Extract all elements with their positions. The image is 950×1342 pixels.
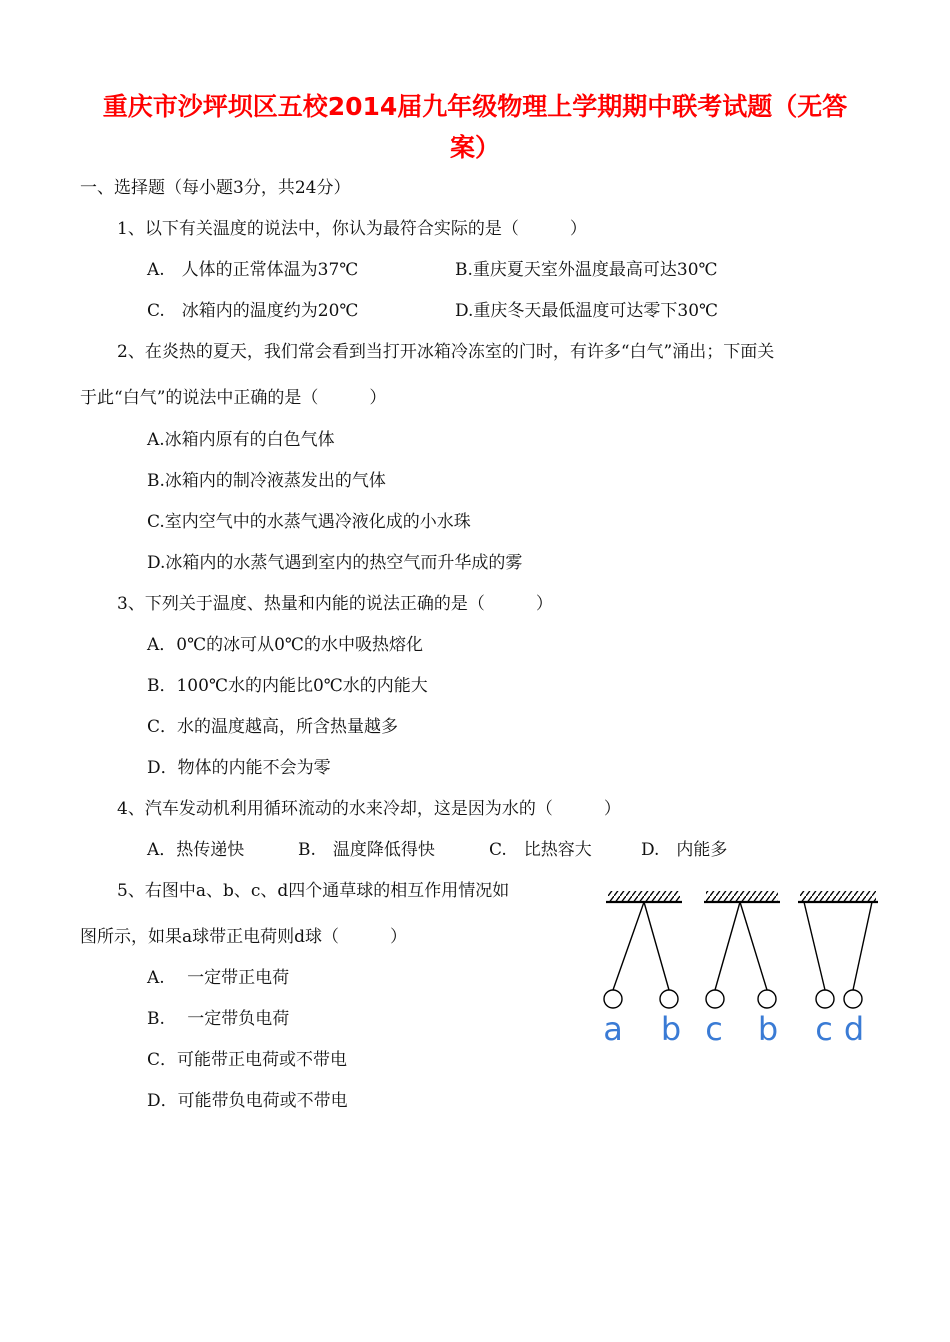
label-a: a bbox=[603, 1010, 623, 1048]
ceiling-hatch-3 bbox=[800, 891, 876, 901]
section-heading: 一、选择题（每小题3分，共24分） bbox=[80, 178, 351, 198]
pair-c-d bbox=[798, 891, 878, 1008]
question-1-option-b: B.重庆夏天室外温度最高可达30℃ bbox=[455, 260, 718, 280]
question-5-stem-line2: 图所示，如果a球带正电荷则d球（ ） bbox=[80, 927, 408, 947]
question-5-option-c: C．可能带正电荷或不带电 bbox=[147, 1050, 348, 1070]
thread-b2 bbox=[740, 902, 767, 990]
label-c1: c bbox=[705, 1010, 723, 1048]
ball-c1 bbox=[706, 990, 724, 1008]
ball-b2 bbox=[758, 990, 776, 1008]
question-5-stem-line1: 5、右图中a、b、c、d四个通草球的相互作用情况如 bbox=[117, 881, 510, 901]
question-3-stem: 3、下列关于温度、热量和内能的说法正确的是（ ） bbox=[117, 594, 553, 614]
question-2-stem-line1: 2、在炎热的夏天，我们常会看到当打开冰箱冷冻室的门时，有许多“白气”涌出；下面关 bbox=[117, 342, 775, 362]
question-1-option-c: C. 冰箱内的温度约为20℃ bbox=[147, 301, 359, 321]
question-1-stem: 1、以下有关温度的说法中，你认为最符合实际的是（ ） bbox=[117, 219, 587, 239]
label-b1: b bbox=[660, 1010, 682, 1048]
label-d: d bbox=[843, 1010, 865, 1048]
thread-d bbox=[853, 902, 872, 990]
question-2-option-c: C.室内空气中的水蒸气遇冷液化成的小水珠 bbox=[147, 512, 471, 532]
question-4-option-a: A．热传递快 bbox=[147, 840, 245, 860]
ceiling-hatch-1 bbox=[608, 891, 680, 901]
pair-c-b bbox=[704, 891, 780, 1008]
question-4-option-b: B. 温度降低得快 bbox=[298, 840, 435, 860]
question-2-option-d: D.冰箱内的水蒸气遇到室内的热空气而升华成的雾 bbox=[147, 553, 523, 573]
label-c2: c bbox=[815, 1010, 833, 1048]
question-5-option-d: D．可能带负电荷或不带电 bbox=[147, 1091, 348, 1111]
question-2-option-b: B.冰箱内的制冷液蒸发出的气体 bbox=[147, 471, 386, 491]
question-3-option-a: A．0℃的冰可从0℃的水中吸热熔化 bbox=[147, 635, 423, 655]
question-2-option-a: A.冰箱内原有的白色气体 bbox=[147, 430, 335, 450]
ball-a bbox=[604, 990, 622, 1008]
question-4-option-c: C. 比热容大 bbox=[489, 840, 592, 860]
exam-title-line2: 案） bbox=[449, 133, 500, 162]
thread-a bbox=[613, 902, 644, 990]
question-4-stem: 4、汽车发动机利用循环流动的水来冷却，这是因为水的（ ） bbox=[117, 799, 621, 819]
label-b2: b bbox=[757, 1010, 779, 1048]
thread-b1 bbox=[644, 902, 669, 990]
ball-b1 bbox=[660, 990, 678, 1008]
ceiling-hatch-2 bbox=[706, 891, 778, 901]
ball-c2 bbox=[816, 990, 834, 1008]
ball-d bbox=[844, 990, 862, 1008]
thread-c1 bbox=[715, 902, 740, 990]
question-3-option-b: B．100℃水的内能比0℃水的内能大 bbox=[147, 676, 428, 696]
question-5-option-a: A. 一定带正电荷 bbox=[147, 968, 290, 988]
question-3-option-c: C．水的温度越高，所含热量越多 bbox=[147, 717, 399, 737]
thread-c2 bbox=[804, 902, 825, 990]
exam-title-line1: 重庆市沙坪坝区五校2014届九年级物理上学期期中联考试题（无答 bbox=[102, 92, 848, 121]
question-2-stem-line2: 于此“白气”的说法中正确的是（ ） bbox=[80, 388, 387, 408]
question-1-option-a: A. 人体的正常体温为37℃ bbox=[147, 260, 359, 280]
question-4-option-d: D. 内能多 bbox=[641, 840, 728, 860]
question-3-option-d: D．物体的内能不会为零 bbox=[147, 758, 331, 778]
pair-a-b bbox=[604, 891, 682, 1008]
pith-ball-figure bbox=[596, 888, 886, 1058]
question-5-option-b: B. 一定带负电荷 bbox=[147, 1009, 290, 1029]
question-1-option-d: D.重庆冬天最低温度可达零下30℃ bbox=[455, 301, 719, 321]
